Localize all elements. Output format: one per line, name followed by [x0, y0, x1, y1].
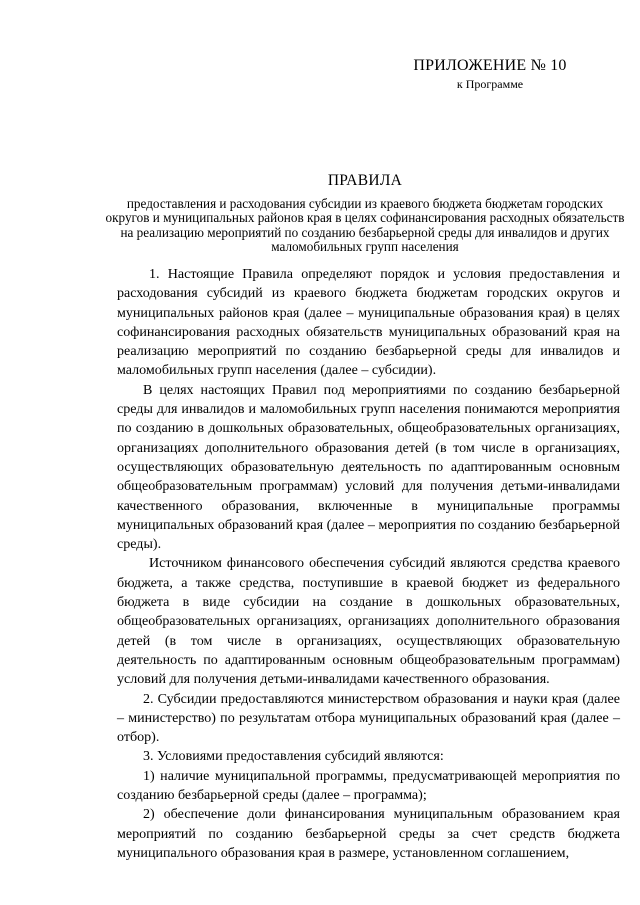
paragraph-3: Источником финансового обеспечения субсидий являются средства краевого бюджета, а также средства, поступившие в краевой бюджет из федерального бюджета в виде субсидии на создание в дошкольных образовательных, общеобразовательных организациях, организациях дополнительного образования детей (в том числе в организациях, осуществляющих образовательную деятельность по адаптированным основным общеобразовательным программам) условий для получения детьми-инвалидами качественного образования.	[117, 555, 620, 688]
appendix-subtitle: к Программе	[456, 77, 524, 91]
appendix-title: ПРИЛОЖЕНИЕ № 10	[413, 57, 567, 74]
document-title: ПРАВИЛА	[327, 172, 403, 189]
appendix-block	[400, 56, 580, 92]
document-subtitle: предоставления и расходования субсидии из краевого бюджета бюджетам городских округов и муниципальных районов края в целях софинансирования расходных обязательств на реализацию мероприятий по созданию безбарьерной среды для инвалидов и других маломобильных групп населения	[105, 196, 625, 255]
paragraph-5: 3. Условиями предоставления субсидий являются:	[143, 748, 444, 765]
paragraph-4: 2. Субсидии предоставляются министерством образования и науки края (далее – министерство) по результатам отбора муниципальных образований края (далее – отбор).	[117, 690, 620, 746]
heading-block	[105, 171, 625, 255]
paragraph-2: В целях настоящих Правил под мероприятиями по созданию безбарьерной среды для инвалидов и маломобильных групп населения понимаются мероприятия по созданию в дошкольных образовательных, общеобразовательных организациях, организациях дополнительного образования детей (в том числе в организациях, осуществляющих образовательную деятельность по адаптированным основным общеобразовательным программам) условий для получения детьми-инвалидами качественного образования, включенные в муниципальные программы муниципальных образований края (далее – мероприятия по созданию безбарьерной среды).	[117, 381, 620, 553]
paragraph-7: 2) обеспечение доли финансирования муниципальным образованием края мероприятий по созданию безбарьерной среды за счет средств бюджета муниципального образования края в размере, установленном соглашением,	[117, 806, 620, 861]
paragraph-1: 1. Настоящие Правила определяют порядок и условия предоставления и расходования субсидий из краевого бюджета бюджетам городских округов и муниципальных районов края (далее – муниципальные образования края) в целях софинансирования расходных обязательств муниципальных образований края на реализацию мероприятий по созданию безбарьерной среды для инвалидов и маломобильных групп населения (далее – субсидии).	[117, 266, 620, 379]
document-body	[117, 265, 620, 863]
paragraph-6: 1) наличие муниципальной программы, предусматривающей мероприятия по созданию безбарьерной среды (далее – программа);	[117, 767, 620, 804]
